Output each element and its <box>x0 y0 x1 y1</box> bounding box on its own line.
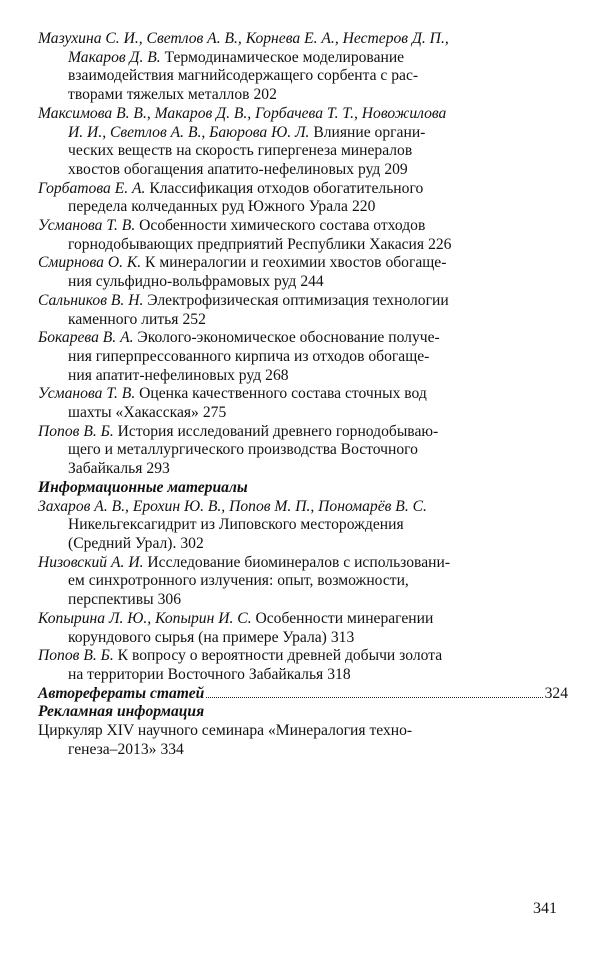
entry-authors: Горбатова Е. А. <box>38 179 146 197</box>
entry-title: (Средний Урал). <box>68 534 177 552</box>
entry-authors: Копырина Л. Ю., Копырин И. С. <box>38 609 252 627</box>
entry-first-line <box>38 554 568 573</box>
entry-title: Забайкалья <box>68 460 143 478</box>
page-number: 341 <box>533 900 557 917</box>
entry-continuation-line <box>38 348 568 367</box>
entry-title: хвостов обогащения апатито-нефелиновых руд <box>68 160 381 178</box>
entry-continuation-line <box>38 67 568 86</box>
entry-page-number: 313 <box>330 628 355 646</box>
entry-first-line <box>38 105 568 124</box>
entry-authors: Мазухина С. И., Светлов А. В., Корнева Е. А., Нестеров Д. П., <box>38 30 449 47</box>
entry-first-line <box>38 385 568 404</box>
entry-continuation-line <box>38 142 568 161</box>
entry-continuation-line <box>38 49 568 68</box>
entry-last-line <box>38 535 568 554</box>
entry-last-line <box>38 367 568 386</box>
entry-page-number: 268 <box>265 366 289 384</box>
entry-authors: Максимова В. В., Макаров Д. В., Горбачева Т. Т., Новожилова <box>38 104 447 122</box>
entry-first-line <box>38 498 568 517</box>
toc-entry[interactable] <box>38 554 568 610</box>
entry-title: горнодобывающих предприятий Республики Хакасия <box>68 235 425 253</box>
section-heading: Авторефераты статей <box>38 684 205 702</box>
entry-authors: Усманова Т. В. <box>38 217 136 235</box>
entry-last-line <box>38 741 568 760</box>
toc-entry[interactable] <box>38 254 568 291</box>
entry-title: ния сульфидно-вольфрамовых руд <box>68 273 297 291</box>
entry-page-number: 252 <box>182 310 206 328</box>
entry-page-number: 302 <box>180 534 204 552</box>
entry-last-line <box>38 460 568 479</box>
entry-title: генеза–2013» <box>68 740 157 758</box>
toc-entry[interactable] <box>38 292 568 329</box>
entry-title: Циркуляр XIV научного семинара «Минералогия техно- <box>38 722 413 740</box>
entry-authors: Сальников В. Н. <box>38 291 144 309</box>
entry-page-number: 334 <box>160 740 184 758</box>
entry-last-line <box>38 404 568 423</box>
toc-entry[interactable] <box>38 647 568 684</box>
entry-last-line <box>38 629 568 648</box>
entry-first-line <box>38 610 568 629</box>
entry-page-number: 275 <box>202 404 227 422</box>
entry-page-number: 226 <box>428 235 452 253</box>
entry-title: взаимодействия магнийсодержащего сорбента с рас- <box>68 67 419 85</box>
entry-first-line <box>38 722 568 741</box>
toc-entry[interactable] <box>38 329 568 385</box>
entry-title: ния гиперпрессованного кирпича из отходов обогаще- <box>68 347 430 365</box>
entry-last-line <box>38 591 568 610</box>
entry-authors: Бокарева В. А. <box>38 329 134 347</box>
entry-page-number: 202 <box>253 86 277 104</box>
entry-last-line <box>38 198 568 217</box>
entry-page-number: 293 <box>146 460 170 478</box>
entry-title: Особенности химического состава отходов <box>135 217 426 235</box>
entry-title: на территории Восточного Забайкалья <box>68 665 324 683</box>
entry-title: передела колчеданных руд Южного Урала <box>68 198 348 216</box>
entry-last-line <box>38 666 568 685</box>
entry-first-line <box>38 329 568 348</box>
entry-continuation-line <box>38 441 568 460</box>
entry-title: творами тяжелых металлов <box>68 86 250 104</box>
entry-title: Особенности минерагении <box>251 609 434 627</box>
entry-title: щего и металлургического производства Восточного <box>68 441 418 459</box>
entry-authors: И. И., Светлов А. В., Баюрова Ю. Л. <box>68 123 310 141</box>
entry-title: Электрофизическая оптимизация технологии <box>143 291 449 309</box>
entry-first-line <box>38 30 568 49</box>
toc-entry[interactable] <box>38 385 568 422</box>
entry-title: Никельгексагидрит из Липовского месторождения <box>68 516 404 534</box>
entry-last-line <box>38 161 568 180</box>
entry-title: шахты «Хакасская» <box>68 404 199 422</box>
entry-title: Влияние органи- <box>309 123 426 141</box>
entry-last-line <box>38 86 568 105</box>
entry-title: Оценка качественного состава сточных вод <box>135 385 427 403</box>
entry-title: Классификация отходов обогатительного <box>145 179 424 197</box>
toc-entry[interactable] <box>38 610 568 647</box>
entry-title: Эколого-экономическое обоснование получе- <box>133 329 440 347</box>
entry-page-number: 220 <box>351 198 376 216</box>
entry-title: К минералогии и геохимии хвостов обогаще- <box>141 254 447 272</box>
entry-last-line <box>38 311 568 330</box>
toc-entry[interactable] <box>38 685 568 704</box>
entry-first-line <box>38 423 568 442</box>
entry-page-number: 209 <box>384 160 408 178</box>
toc-entry[interactable] <box>38 30 568 105</box>
entry-title: корундового сырья (на примере Урала) <box>68 628 327 646</box>
section-heading: Рекламная информация <box>38 703 205 721</box>
entry-page-number: 318 <box>327 665 351 683</box>
toc-entry[interactable] <box>38 722 568 759</box>
entry-title: ческих веществ на скорость гипергенеза минералов <box>68 142 413 160</box>
entry-title: Исследование биоминералов с использовани- <box>143 553 451 571</box>
entry-title: Термодинамическое моделирование <box>160 48 405 66</box>
entry-title: История исследований древнего горнодобываю- <box>113 422 439 440</box>
entry-title: перспективы <box>68 591 154 609</box>
entry-first-line <box>38 292 568 311</box>
toc-entry[interactable] <box>38 105 568 180</box>
entry-first-line <box>38 254 568 273</box>
entry-page-number: 324 <box>544 684 568 702</box>
entry-authors: Смирнова О. К. <box>38 254 142 272</box>
entry-authors: Макаров Д. В. <box>68 48 161 66</box>
entry-authors: Захаров А. В., Ерохин Ю. В., Попов М. П., Пономарёв В. С. <box>38 497 427 515</box>
entry-title: ем синхротронного излучения: опыт, возможности, <box>68 572 409 590</box>
entry-title: ния апатит-нефелиновых руд <box>68 366 262 384</box>
entry-authors: Усманова Т. В. <box>38 385 136 403</box>
toc-entry[interactable] <box>38 217 568 254</box>
entry-first-line <box>38 647 568 666</box>
table-of-contents <box>38 30 568 759</box>
entry-last-line <box>38 236 568 255</box>
entry-authors: Попов В. Б. <box>38 422 114 440</box>
entry-authors: Попов В. Б. <box>38 647 114 665</box>
dot-leader <box>206 697 542 698</box>
entry-continuation-line <box>38 572 568 591</box>
entry-authors: Низовский А. И. <box>38 553 144 571</box>
entry-page-number: 306 <box>157 591 182 609</box>
entry-title: К вопросу о вероятности древней добычи золота <box>113 647 443 665</box>
entry-first-line <box>38 180 568 199</box>
section-heading: Информационные материалы <box>38 478 248 496</box>
toc-entry[interactable] <box>38 498 568 554</box>
toc-entry[interactable] <box>38 180 568 217</box>
entry-continuation-line <box>38 124 568 143</box>
entry-first-line <box>38 217 568 236</box>
entry-continuation-line <box>38 516 568 535</box>
entry-page-number: 244 <box>300 273 324 291</box>
entry-title: каменного литья <box>68 310 179 328</box>
toc-entry[interactable] <box>38 423 568 479</box>
entry-last-line <box>38 273 568 292</box>
